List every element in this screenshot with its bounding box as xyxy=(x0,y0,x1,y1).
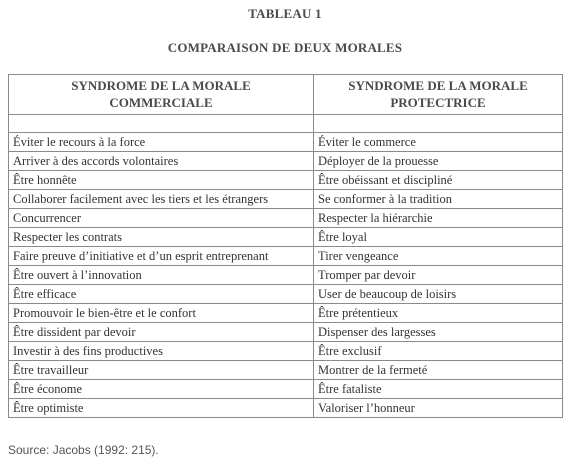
table-row xyxy=(9,247,563,266)
protective-trait-cell: User de beaucoup de loisirs xyxy=(314,285,563,304)
commercial-trait-cell: Être optimiste xyxy=(9,399,314,418)
table-row xyxy=(9,209,563,228)
commercial-trait-cell: Être efficace xyxy=(9,285,314,304)
protective-trait-cell: Être prétentieux xyxy=(314,304,563,323)
table-row xyxy=(9,342,563,361)
table-row xyxy=(9,399,563,418)
protective-trait-cell: Dispenser des largesses xyxy=(314,323,563,342)
blank-cell xyxy=(314,115,563,133)
commercial-trait-cell: Respecter les contrats xyxy=(9,228,314,247)
commercial-trait-cell: Promouvoir le bien-être et le confort xyxy=(9,304,314,323)
source-note: Source: Jacobs (1992: 215). xyxy=(8,443,159,457)
table-row xyxy=(9,171,563,190)
protective-trait-cell: Être loyal xyxy=(314,228,563,247)
commercial-trait-cell: Concurrencer xyxy=(9,209,314,228)
comparison-table xyxy=(8,74,563,418)
table-row xyxy=(9,380,563,399)
table-row xyxy=(9,133,563,152)
blank-row xyxy=(9,115,563,133)
commercial-trait-cell: Collaborer facilement avec les tiers et les étrangers xyxy=(9,190,314,209)
protective-trait-cell: Être obéissant et discipliné xyxy=(314,171,563,190)
protective-trait-cell: Valoriser l’honneur xyxy=(314,399,563,418)
commercial-trait-cell: Être honnête xyxy=(9,171,314,190)
commercial-trait-cell: Être économe xyxy=(9,380,314,399)
table-title: COMPARAISON DE DEUX MORALES xyxy=(167,40,403,55)
protective-trait-cell: Déployer de la prouesse xyxy=(314,152,563,171)
table-row xyxy=(9,304,563,323)
protective-trait-cell: Être exclusif xyxy=(314,342,563,361)
table-row xyxy=(9,228,563,247)
table-body xyxy=(9,115,563,418)
header-commercial-line2: COMMERCIALE xyxy=(9,94,314,115)
blank-cell xyxy=(9,115,314,133)
protective-trait-cell: Éviter le commerce xyxy=(314,133,563,152)
commercial-trait-cell: Arriver à des accords volontaires xyxy=(9,152,314,171)
protective-trait-cell: Respecter la hiérarchie xyxy=(314,209,563,228)
header-protective-line2: PROTECTRICE xyxy=(314,94,563,115)
commercial-trait-cell: Investir à des fins productives xyxy=(9,342,314,361)
table-row xyxy=(9,361,563,380)
table-row xyxy=(9,285,563,304)
header-commercial-line1: SYNDROME DE LA MORALE xyxy=(9,75,314,95)
protective-trait-cell: Se conformer à la tradition xyxy=(314,190,563,209)
commercial-trait-cell: Être travailleur xyxy=(9,361,314,380)
commercial-trait-cell: Être ouvert à l’innovation xyxy=(9,266,314,285)
table-row xyxy=(9,266,563,285)
table-row xyxy=(9,152,563,171)
protective-trait-cell: Être fataliste xyxy=(314,380,563,399)
commercial-trait-cell: Éviter le recours à la force xyxy=(9,133,314,152)
protective-trait-cell: Tromper par devoir xyxy=(314,266,563,285)
table-row xyxy=(9,323,563,342)
table-row xyxy=(9,190,563,209)
protective-trait-cell: Tirer vengeance xyxy=(314,247,563,266)
commercial-trait-cell: Faire preuve d’initiative et d’un esprit entreprenant xyxy=(9,247,314,266)
protective-trait-cell: Montrer de la fermeté xyxy=(314,361,563,380)
commercial-trait-cell: Être dissident par devoir xyxy=(9,323,314,342)
header-protective-line1: SYNDROME DE LA MORALE xyxy=(314,75,563,95)
table-number-title: TABLEAU 1 xyxy=(248,6,322,21)
